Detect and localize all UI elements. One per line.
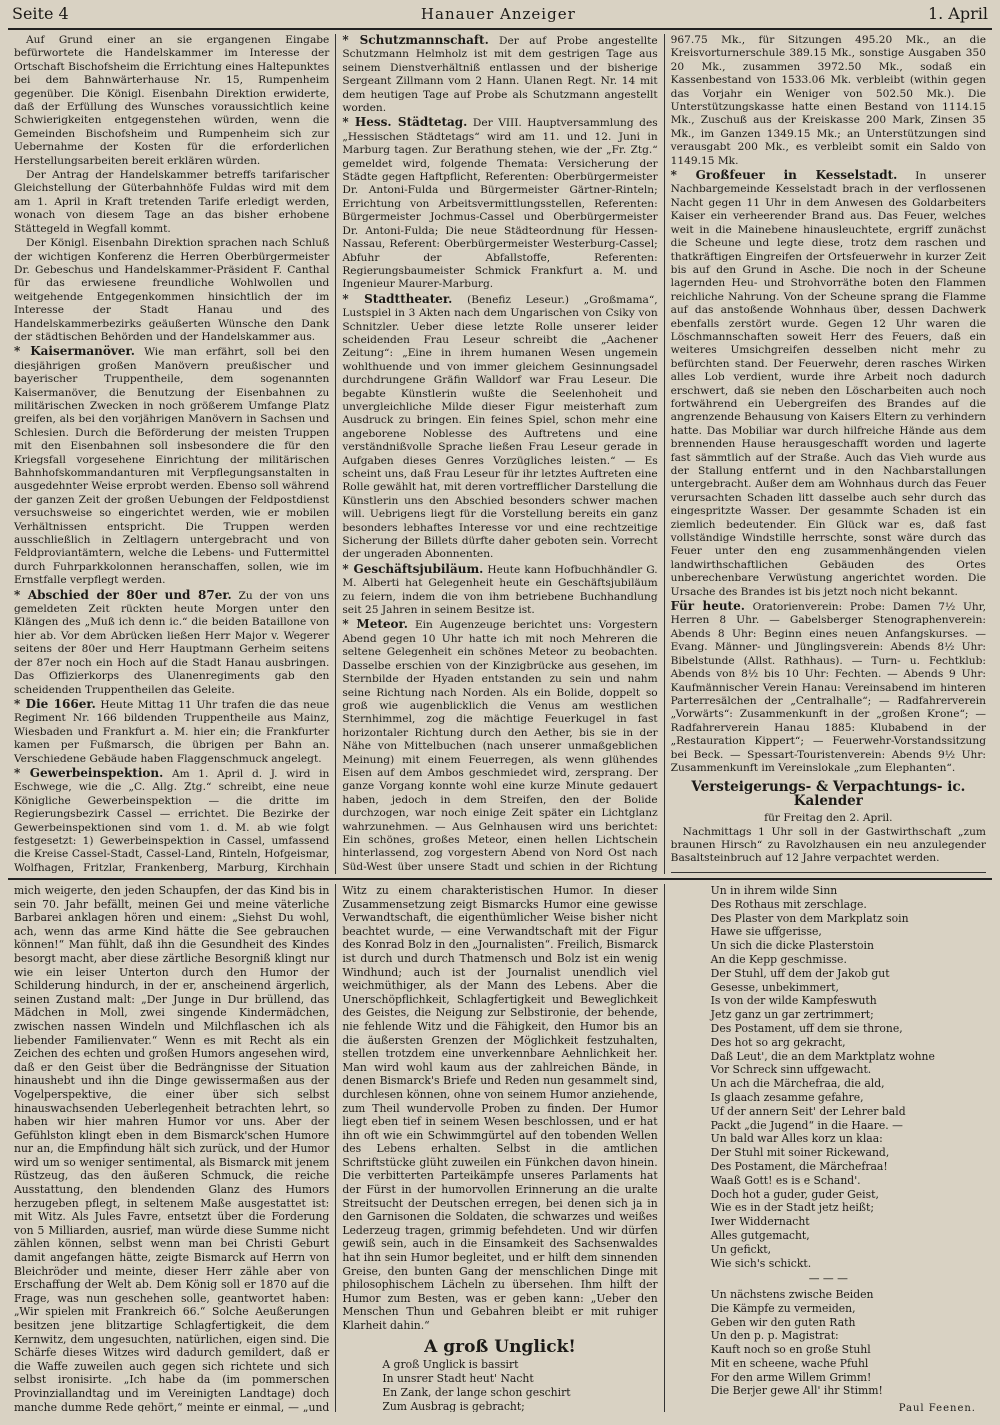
article-meteor [342,618,657,874]
poem-line: Hawe sie uffgerisse, [710,925,822,939]
article-heading: * Abschied der 80er und 87er. [14,587,232,602]
article-text: In unserer Nachbargemeinde Kesselstadt brach in der verflossenen Nacht gegen 11 Uhr in dem Anwesen des Goldarbeiters Kaiser ein verheerender Brand aus. Das Feuer, welches weit in die Mainebene hinausleuchtete, ergriff zunächst die Scheune und legte diese, trotz dem raschen und thatkräftigen Eingreifen der Ortsfeuerwehr in kurzer Zeit bis auf den Grund in Asche. Die noch in der Scheune lagernden Heu- und Strohvorräthe boten den Flammen reichliche Nahrung. Von der Scheune sprang die Flamme auf das anstoßende Wohnhaus über, dessen Dachwerk ebenfalls zerstört wurde. Gegen 12 Uhr waren die Löschmannschaften soweit Herr des Feuers, daß ein weiteres Umsichgreifen desselben nicht mehr zu befürchten stand. Der Feuerwehr, deren rasches Wirken alles Lob verdient, wurde ihre Arbeit noch dadurch erschwert, daß sie neben den Löscharbeiten auch noch fortwährend ein Uebergreifen des Brandes auf die angrenzende Behausung von Kaisers Eltern zu verhindern hatte. Das Mobiliar war durch hilfreiche Hände aus dem brennenden Hause herausgeschafft worden und lagerte fast sämmtlich auf der Straße. Auch das Vieh wurde aus der Stallung entfernt und in den Nachbarstallungen untergebracht. Außer dem am Wohnhaus durch das Feuer verursachten Schaden litt dasselbe auch sehr durch das eingespritzte Wasser. Der gesammte Schaden ist ein ziemlich bedeutender. Ein Glück war es, daß fast vollständige Windstille herrschte, sonst wäre durch das Feuer unter den eng zusammenhängenden vielen landwirthschaftlichen Gebäuden des Ortes unberechenbare Verwüstung angerichtet worden. Die Ursache des Brandes ist bis jetzt noch nicht bekannt. [670,170,986,598]
feuilleton-text: Witz zu einem charakteristischen Humor. In dieser Zusammensetzung zeigt Bismarcks Humor eine gewisse Verwandtschaft, die eigenthümlicher Weise bisher nicht beachtet wurde, — eine Verwandtschaft mit der Figur des Konrad Bolz in den „Journalisten“. Freilich, Bismarck ist durch und durch Thatmensch und Bolz ist ein wenig Windhund; auch ist der Journalist unendlich viel weichmüthiger, als der Mann des Lebens. Aber die Unerschöpflichkeit, Schlagfertigkeit und Beweglichkeit des Geistes, die Neigung zur Selbstironie, der behende, nie fehlende Witz und die Fähigkeit, den Humor bis an die äußersten Grenzen der Möglichkeit festzuhalten, stellen trotzdem eine unverkennbare Aehnlichkeit her. Man wird wohl kaum aus der zahlreichen Bände, in denen Bismarck's Briefe und Reden nun gesammelt sind, durchlesen können, ohne von seinem Humor anziehende, zum Theil wundervolle Proben zu finden. Der Humor liegt eben tief in seinem Wesen beschlossen, und er hat ihn oft wie ein Schwimmgürtel auf den tobenden Wellen des Lebens erhalten. Selbst in die amtlichen Schriftstücke glüht zuweilen ein Fünkchen davon hinein. Die verbitterten Parteikämpfe unseres Parlaments hat der Fürst in der humorvollen Erinnerung an die uralte Streitsucht der Deutschen erregen, bei denen sich ja in den Garnisonen die Soldaten, die schwarzes und weißes Lederzeug tragen, grimmig befehdeten. Und wir dürfen gewiß sein, auch in die Einsamkeit des Sachsenwaldes hat ihn sein Humor begleitet, und er hilft dem sinnenden Greise, den bunten Gang der menschlichen Dinge mit philosophischem Lächeln zu übersehen. Ihm hilft der Humor zum Besten, was er geben kann: „Ueber den Menschen Thun und Gebahren bleibt er mit ruhiger Klarheit dahin.“ [342,884,658,1332]
newspaper-page [8,4,992,1417]
poem-line: Wie es in der Stadt jetz heißt; [710,1201,874,1215]
article-heading: * Die 166er. [14,696,96,711]
poem-line: In unsrer Stadt heut' Nacht [382,1371,534,1385]
article-text: (Benefiz Leseur.) „Großmama“, Lustspiel in 3 Akten nach dem Ungarischen von Csiky von Schnitzler. Ueber diese letzte Rolle unserer leider scheidenden Frau Leseur schreibt die „Aachener Zeitung“: „Eine in ihrem humanen Wesen ungemein wohlthuende und von immer gleichem Gesinnungsadel durchdrungene Gräfin Walldorf war Frau Leseur. Die begabte Künstlerin wußte die Seelenhoheit und unvergleichliche Milde dieser Figur meisterhaft zum Ausdruck zu bringen. Ein feines Spiel, schon mehr eine angeborene Noblesse des Auftretens und eine verständnißvolle Sprache ließen Frau Leseur gerade in Aufgaben dieses Genres Vorzügliches leisten.“ — Es scheint uns, daß Frau Leseur für ihr letztes Auftreten eine Rolle gewählt hat, mit deren vortrefflicher Darstellung die Künstlerin uns den Abschied besonders schwer machen will. Uebrigens liegt für die Vorstellung bereits ein ganz besonders lebhaftes Interesse vor und eine rechtzeitige Sicherung der Billets dürfte daher geboten sein. Vorrecht der ungeraden Abonnenten. [342,293,658,561]
masthead: Hanauer Anzeiger [420,5,576,23]
article-fuer-heute [671,600,986,775]
article-heading: * Großfeuer in Kesselstadt. [670,168,898,183]
poem-line: Vor Schreck sinn uffgewacht. [710,1063,872,1077]
article-geschaeftsjubilaeum [342,563,657,618]
article-paragraph: 967.75 Mk., für Sitzungen 495.20 Mk., an die Kreisvorturnerschule 389.15 Mk., sonstige Ausgaben 350 20 Mk., zusammen 3972.50 Mk., sodaß ein Kassenbestand von 1533.06 Mk. verbleibt (within gegen das Vorjahr ein Weniger von 502.50 Mk.). Die Unterstützungskasse hatte einen Bestand von 1114.15 Mk., Zuschuß aus der Kreiskasse 200 Mark, Zinsen 35 Mk., im Ganzen 1349.15 Mk.; an Unterstützungen sind verausgabt 200 Mk., es verbleibt somit ein Saldo von 1149.15 Mk. [670,34,986,167]
feuilleton-text: mich weigerte, den jeden Schaupfen, der das Kind bis in sein 70. Jahr befällt, meinen Gei und meine väterliche Barbarei anklagen hören und einem: „Siehst Du wohl, ach, wenn das arme Kind hätte die See gebrauchen können!“ Man fühlt, daß ihn die Gesundheit des Kindes besorgt macht, aber diese zärtliche Besorgniß klingt nur wie ein leiser Unterton durch den Humor der Schilderung hindurch, in der er, anscheinend ärgerlich, seinen Zustand malt: „Der Junge in Dur brüllend, das Mädchen in Moll, zwei singende Kindermädchen, zwischen nassen Windeln und Milchflaschen ich als liebender Familienvater.“ Wenn es mit Recht als ein Zeichen des echten und großen Humors angesehen wird, daß er den Geist über die Bedrängnisse der Situation hinaushebt und ihn die Dinge gewissermaßen aus der Vogelperspektive, die einer über sich selbst hinauswachsenden Ueberlegenheit betrachten lehrt, so haben wir hier mahren Humor vor uns. Aber der Gefühlston klingt eben in dem Bismarck'schen Humore nur an, die Empfindung hält sich zurück, und der Humor wird um so weniger sentimental, als Bismarck mit jenem Rüstzeug, das den äußeren Schmuck, die reiche Ausstattung, den blendenden Glanz des Humors herzugeben pflegt, in seltenem Maße ausgestattet ist: mit Witz. Als Jules Favre, entsetzt über die Forderung von 5 Milliarden, ausrief, man würde diese Summe nicht zählen können, selbst wenn man bei Christi Geburt damit angefangen hätte, zeigte Bismarck auf Herrn von Bleichröder und meinte, dieser Herr zähle aber von Erschaffung der Welt ab. Dem König soll er 1870 auf die Frage, was nun geschehen solle, geantwortet haben: „Wir spielen mit Frankreich 66.“ Solche Aeußerungen besitzen jene blitzartige Schlagfertigkeit, die dem Kernwitz, dem ungesuchten, natürlichen, eigen sind. Die Schärfe dieses Witzes wird dadurch gemildert, daß er die Waffe zuweilen auch gegen sich richtete und sich selbst ironisirte. „Ich habe da (im pommerschen Provinziallandtag und im Vereinigten Landtage) doch manche dumme Rede gehört,“ meinte er einmal, — „und [14,884,330,1412]
column-3 [664,34,992,874]
poem-line: Un in ihrem wilde Sinn [710,884,838,897]
poem-stanza-3 [671,1288,986,1398]
article-stadttheater [342,293,657,562]
article-heading: * Gewerbeinspektion. [14,765,164,780]
section-divider [8,878,992,880]
column-2 [335,34,663,874]
article-heading: * Meteor. [342,617,408,632]
article-grossfeuer [671,169,986,599]
feuilleton-column-1 [8,884,335,1412]
poem-line: Des Postament, uff dem sie throne, [710,1021,903,1035]
poem-line: Is glaach zesamme gefahre, [710,1090,864,1104]
poem-line: Iwer Widdernacht [710,1215,810,1229]
section-heading: Versteigerungs- & Verpachtungs- ic. Kalender [691,779,966,809]
article-paragraph: Nachmittags 1 Uhr soll in der Gastwirthschaft „zum braunen Hirsch“ zu Ravolzhausen ein neu anzulegender Basaltsteinbruch auf 12 Jahre verpachtet werden. [670,825,986,865]
article-heading: Für heute. [670,599,745,614]
article-text: Der auf Probe angestellte Schutzmann Helmholz ist mit dem gestrigen Tage aus seinem Dienstverhältniß entlassen und der bisherige Sergeant Zillmann vom 2 Hann. Ulanen Regt. Nr. 14 mit dem heutigen Tage auf Probe als Schutzmann angestellt worden. [342,35,658,115]
article-text: Wie man erfährt, soll bei den diesjährigen großen Manövern preußischer und bayerischer Truppentheile, dem sogenannten Kaisermanöver, die Benutzung der Eisenbahnen zu militärischen Zwecken in noch größerem Umfange Platz greifen, als bei den vorjährigen Manövern in Sachsen und Schlesien. Durch die Beförderung der meisten Truppen mit den Eisenbahnen soll insbesondere die für den Kriegsfall vorgesehene Einrichtung der militärischen Bahnhofskommandanturen mit Verpflegungsanstalten in ausgedehnter Weise erprobt werden. Ebenso soll während der ganzen Zeit der großen Uebungen der Feldpostdienst versuchsweise so eingerichtet werden, wie er mobilen Verhältnissen entspricht. Die Truppen werden ausschließlich in Zeltlagern untergebracht und von Feldproviantämtern, welche die Lebens- und Futtermittel durch Fuhrparkkolonnen heranschaffen, sollen, wie im Ernstfalle verpflegt werden. [14,346,330,587]
poem-line: Un nächstens zwische Beiden [710,1287,874,1301]
poem-line: For den arme Willem Grimm! [710,1370,872,1384]
poem-line: Kauft noch so en große Stuhl [710,1343,871,1357]
feuilleton-section [8,884,992,1412]
article-text: Heute kann Hofbuchhändler G. M. Alberti hat Gelegenheit heute ein Geschäftsjubiläum zu feiern, indem die von ihm betriebene Buchhandlung seit 25 Jahren in seinem Besitze ist. [342,563,658,617]
poem-line: Un den p. p. Magistrat: [710,1329,839,1343]
poem-line: Zum Ausbrag is gebracht; [382,1399,525,1412]
poem-line: Waaß Gott! es is e Schand'. [710,1173,861,1187]
upper-section [8,34,992,874]
poem-stanza-2 [671,884,986,1270]
poem-line: Un sich die dicke Plasterstoin [710,939,874,953]
article-paragraph: Der Antrag der Handelskammer betreffs tarifarischer Gleichstellung der Güterbahnhöfe Fuldas wird mit dem am 1. April in Kraft tretenden Tarife erledigt werden, wonach von diesem Tage an das bisher erhobene Stättegeld in Wegfall kommt. [14,169,330,235]
article-heading: * Kaisermanöver. [14,344,135,359]
poem-line: Des Postament, die Märchefraa! [710,1159,888,1173]
article-heading: * Schutzmannschaft. [342,34,489,47]
article-heading: * Stadttheater. [342,291,453,306]
article-heading: * Hess. Städtetag. [342,115,468,130]
article-text: Der VIII. Hauptversammlung des „Hessischen Städtetags“ wird am 11. und 12. Juni in Marburg tagen. Zur Berathung stehen, wie der „Fr. Ztg.“ gemeldet wird, folgende Themata: Versicherung der Städte gegen Haftpflicht, Referenten: Oberbürgermeister Dr. Antoni-Fulda und Bürgermeister Gärtner-Rinteln; Errichtung von Arbeitsvermittlungsstellen, Referenten: Bürgermeister Jochmus-Cassel und Oberbürgermeister Dr. Antoni-Fulda; Die neue Städteordnung für Hessen-Nassau, Referent: Oberbürgermeister Westerburg-Cassel; Abfuhr der Abfallstoffe, Referenten: Regierungsbaumeister Schmick Frankfurt a. M. und Ingenieur Maurer-Marburg. [342,117,658,291]
article-paragraph: Der Königl. Eisenbahn Direktion sprachen nach Schluß der wichtigen Konferenz die Herren Oberbürgermeister Dr. Gebeschus und Handelskammer-Präsident F. Canthal für das erwiesene freundliche Wohlwollen und weitgehende Entgegenkommen hinsichtlich der im Interesse der Stadt Hanau und des Handelskammerbezirks geäußerten Wünsche den Dank der städtischen Behörden und der Handelskammer aus. [14,237,330,343]
poem-line: Uf der annern Seit' der Lehrer bald [710,1104,906,1118]
article-text: Oratorienverein: Probe: Damen 7½ Uhr, Herren 8 Uhr. — Gabelsberger Stenographenverein: Abends 8 Uhr: Beginn eines neuen Anfangskurses. — Evang. Männer- und Jünglingsverein: Abends 8½ Uhr: Bibelstunde (Allst. Rathhaus). — Turn- u. Fechtklub: Abends von 8½ bis 10 Uhr: Fechten. — Abends 9 Uhr: Kaufmännischer Verein Hanau: Vereinsabend im hinteren Parterresälchen der „Centralhalle“; — Radfahrerverein „Vorwärts“: Zusammenkunft in der „großen Krone“; — Radfahrerverein Hanau 1885: Klubabend in der „Restauration Kippert“; — Feuerwehr-Vorstandssitzung bei Beck. — Spessart-Touristenverein: Abends 9½ Uhr: Zusammenkunft im Vereinslokale „zum Elephanten“. [670,601,986,774]
poem-line: A groß Unglick is bassirt [382,1358,519,1372]
article-staedtetag [342,116,657,291]
poem-line: Des Plaster von dem Markplatz soin [710,911,909,925]
stanza-separator: — — — [808,1272,848,1286]
poem-line: Jetz ganz un gar zertrimmert; [710,1008,874,1022]
article-paragraph: Auf Grund einer an sie ergangenen Eingabe befürwortete die Handelskammer im Interesse der Ortschaft Bischofsheim die Errichtung eines Haltepunktes bei dem Bahnwärterhause Nr. 15, Rumpenheim gegenüber. Die Königl. Eisenbahn Direktion erwiderte, daß der Erfüllung des Wunsches voraussichtlich keine Schwierigkeiten entgegenstehen würden, wenn die Gemeinden Bischofsheim und Rumpenheim sich zur Uebernahme der Kosten für die erforderlichen Herstellungsarbeiten bereit erklären würden. [14,34,330,167]
poem-line: Alles gutgemacht, [710,1228,810,1242]
poem-line: Der Stuhl mit soiner Rickewand, [710,1146,890,1160]
poem-line: Die Berjer gewe All' ihr Stimm! [710,1384,883,1398]
issue-date: 1. April [927,4,988,23]
poem-line: Geben wir den guten Rath [710,1315,856,1329]
poem-line: Doch hot a guder, guder Geist, [710,1187,879,1201]
poem-line: Is von der wilde Kampfeswuth [710,994,877,1008]
feuilleton-column-2 [335,884,663,1412]
article-abschied [14,589,329,697]
poem-line: Un gefickt, [710,1242,772,1256]
poem-stanza-1 [342,1358,657,1412]
article-schutzmannschaft [342,34,657,115]
page-header [8,4,992,30]
poem-line: Daß Leut', die an dem Marktplatz wohne [710,1049,935,1063]
poem-line: Wie sich's schickt. [710,1256,812,1270]
article-text: Am 1. April d. J. wird in Eschwege, wie die „C. Allg. Ztg.“ schreibt, eine neue Königliche Gewerbeinspektion — die dritte im Regierungsbezirk Cassel — errichtet. Die Bezirke der Gewerbeinspektionen sind vom 1. d. M. ab wie folgt festgesetzt: 1) Gewerbeinspektion in Cassel, umfassend die Kreise Cassel-Stadt, Cassel-Land, Rinteln, Hofgeismar, Wolfhagen, Fritzlar, Frankenberg, Marburg, Kirchhain [14,767,330,874]
article-166er [14,698,329,766]
article-text: Heute Mittag 11 Uhr trafen die das neue Regiment Nr. 166 bildenden Truppentheile aus Mainz, Wiesbaden und Frankfurt a. M. hier ein; die Frankfurter kamen per Fußmarsch, die übrigen per Bahn an. Verschiedene Gebäude haben Flaggenschmuck angelegt. [14,698,330,765]
poem-line: En Zank, der lange schon geschirt [382,1385,571,1399]
poem-line: An die Kepp geschmisse. [710,952,847,966]
section-heading [671,872,986,874]
column-1 [8,34,335,874]
page-number: Seite 4 [12,4,69,23]
poem-title: A groß Unglick! [424,1336,576,1357]
poem-line: Mit en scheene, wache Pfuhl [710,1356,869,1370]
poem-line: Un ach die Märchefraa, die ald, [710,1077,885,1091]
article-kaisermanoever [14,345,329,587]
poem-line: Des hot so arg gekracht, [710,1035,846,1049]
poem-line: Un bald war Alles korz un klaa: [710,1132,883,1146]
feuilleton-column-3 [664,884,992,1412]
poem-line: Des Rothaus mit zerschlage. [710,897,867,911]
calendar-date: für Freitag den 2. April. [764,812,893,825]
poem-line: Der Stuhl, uff dem der Jakob gut [710,966,890,980]
article-gewerbeinspektion [14,767,329,874]
poem-line: Die Kämpfe zu vermeiden, [710,1301,856,1315]
poem-line: Gesesse, unbekimmert, [710,980,839,994]
poem-line: Packt „die Jugend“ in die Haare. — [710,1118,903,1132]
article-text: Zu der von uns gemeldeten Zeit rückten heute Morgen unter den Klängen des „Muß ich denn ic.“ die beiden Bataillone von hier ab. Vor dem Abrücken ließen Herr Major v. Wegerer seitens der 80er und Herr Hauptmann Gerheim seitens der 87er noch ein Hoch auf die Stadt Hanau ausbringen. Das Offizierkorps des Ulanenregiments gab den scheidenden Truppentheilen das Geleite. [14,589,330,696]
article-text: Ein Augenzeuge berichtet uns: Vorgestern Abend gegen 10 Uhr hatte ich mit noch Mehreren die seltene Gelegenheit ein schönes Meteor zu beobachten. Dasselbe erschien von der Kinzigbrücke aus gesehen, im Sternbilde der Hyaden entstanden zu sein und nahm seine Richtung nach Norden. Als ein Bolide, doppelt so groß wie augenblicklich die Venus am westlichen Sternhimmel, zog die mächtige Feuerkugel in fast horizontaler Richtung durch den Aether, bis sie in der Nähe von Mittelbuchen (nach unserer unmaßgeblichen Meinung) mit einem Feuerregen, als wenn glühendes Eisen auf dem Ambos geschmiedet wird, zersprang. Der ganze Vorgang konnte wohl eine kurze Minute gedauert haben, jedoch in dem Streifen, den der Bolide durchzogen, war noch einige Zeit später ein Lichtglanz wahrzunehmen. — Aus Gelnhausen wird uns berichtet: Ein schönes, großes Meteor, einen hellen Lichtschein hinterlassend, zog vorgestern Abend von Nord Ost nach Süd-West über unsere Stadt und schien in der Richtung [342,619,658,873]
article-heading: * Geschäftsjubiläum. [342,561,484,576]
poem-author: Paul Feenen. [898,1403,976,1412]
